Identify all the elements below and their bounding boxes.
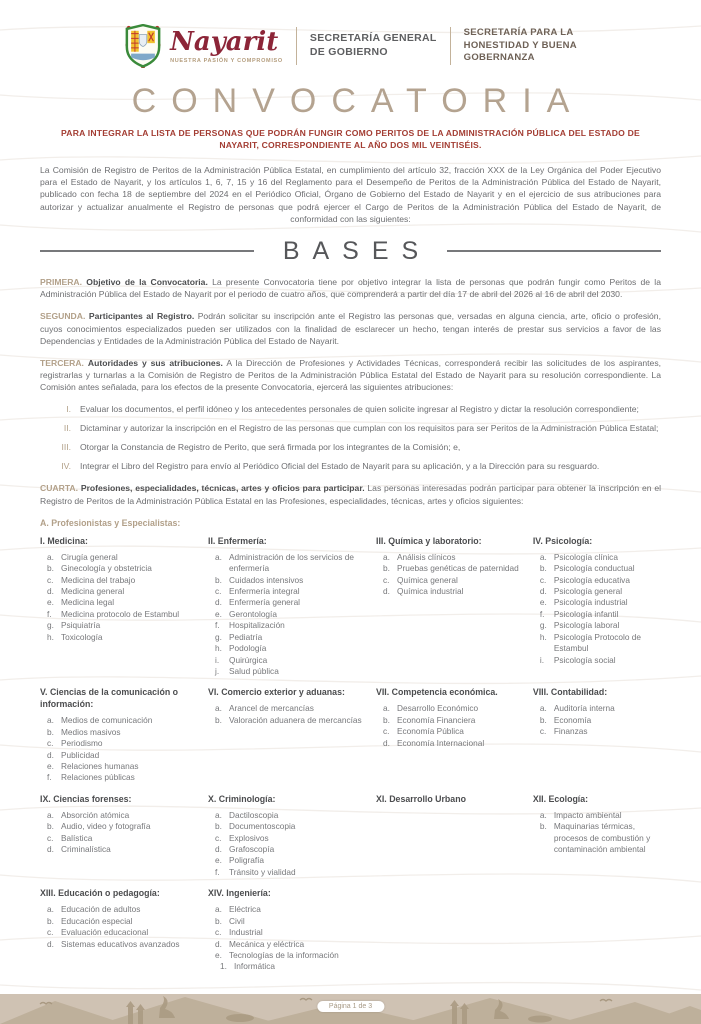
header	[40, 22, 661, 70]
category-item: Maquinarias térmicas, procesos de combustión y contaminación ambiental	[553, 821, 651, 855]
category-item: Educación especial	[61, 915, 133, 926]
category-ecologia	[533, 794, 661, 879]
attribution-text: Evaluar los documentos, el perfil idóneo y los antecedentes personales de quien solicite ingresar al Registro y dictar la resolución correspondiente;	[80, 403, 639, 414]
nayarit-coat-of-arms-icon	[124, 24, 162, 68]
category-title: XIII. Educación o pedagogía:	[40, 888, 160, 899]
brand-text	[170, 26, 283, 64]
category-item: Medicina general	[61, 585, 125, 596]
category-item: Sistemas educativos avanzados	[61, 938, 180, 949]
section-cuarta-title: Profesiones, especialidades, técnicas, artes y oficios para participar.	[80, 483, 365, 494]
category-item: Periodismo	[61, 738, 103, 749]
category-item: Civil	[229, 915, 245, 926]
section-tercera-label: TERCERA.	[40, 357, 84, 368]
category-item: Audio, video y fotografía	[61, 821, 151, 832]
section-segunda-title: Participantes al Registro.	[88, 311, 195, 322]
category-title: IV. Psicología:	[532, 535, 593, 546]
category-item: Desarrollo Económico	[397, 703, 479, 714]
category-ciencias-forenses	[40, 794, 196, 879]
category-subitem: Informática	[234, 961, 276, 972]
section-segunda	[40, 310, 661, 347]
category-item: Pruebas genéticas de paternidad	[397, 563, 519, 574]
secretariat-general	[310, 32, 437, 59]
category-item: Valoración aduanera de mercancías	[229, 714, 362, 725]
category-item: Toxicología	[61, 631, 103, 642]
attribution-item	[54, 441, 661, 453]
category-title: XII. Ecología:	[532, 793, 589, 804]
page-number-pill: Página 1 de 3	[317, 1001, 384, 1012]
attribution-text: Integrar el Libro del Registro para envío al Periódico Oficial del Estado de Nayarit para su aplicación, y a la Dirección para su resguardo.	[80, 461, 600, 472]
category-item: Psicología infantil	[553, 608, 619, 619]
category-item: Medios masivos	[61, 726, 121, 737]
category-item: Grafoscopía	[229, 844, 275, 855]
category-item: Relaciones públicas	[61, 772, 135, 783]
category-title: V. Ciencias de la comunicación o información:	[40, 687, 179, 710]
category-criminologia	[208, 794, 364, 879]
category-educacion	[40, 888, 196, 973]
header-divider	[296, 27, 297, 65]
category-item: Documentoscopia	[229, 821, 296, 832]
attribution-item	[54, 422, 661, 434]
page-title: CONVOCATORIA	[131, 82, 585, 120]
category-item: Economía	[553, 714, 592, 725]
section-cuarta-label: CUARTA.	[40, 483, 79, 494]
category-item: Eléctrica	[229, 904, 261, 915]
header-divider-2	[450, 27, 451, 65]
category-item: Explosivos	[229, 832, 269, 843]
brand-logo	[124, 24, 283, 68]
category-item: Quirúrgica	[229, 654, 268, 665]
section-primera-title: Objetivo de la Convocatoria.	[86, 276, 208, 287]
category-psicologia	[533, 536, 661, 678]
list-a-heading: A. Profesionistas y Especialistas:	[40, 517, 181, 528]
section-tercera-title: Autoridades y sus atribuciones.	[87, 357, 223, 368]
category-item: Pediatría	[229, 631, 263, 642]
category-item: Análisis clínicos	[397, 551, 456, 562]
category-item: Industrial	[229, 927, 263, 938]
attribution-numeral: I.	[66, 403, 71, 414]
attribution-item	[54, 460, 661, 472]
category-title: III. Química y laboratorio:	[376, 535, 482, 546]
category-title: VIII. Contabilidad:	[532, 687, 608, 698]
category-item: Tránsito y vialidad	[229, 866, 296, 877]
secretariat-honestidad-line1: SECRETARÍA PARA LA	[463, 27, 574, 39]
category-item: Gerontología	[229, 608, 277, 619]
category-item: Ginecología y obstetricia	[61, 563, 152, 574]
category-title: X. Criminología:	[208, 793, 276, 804]
category-item: Enfermería integral	[229, 585, 300, 596]
category-item: Finanzas	[553, 726, 588, 737]
category-item: Administración de los servicios de enfermería	[229, 551, 354, 574]
attribution-text: Otorgar la Constancia de Registro de Perito, que será firmada por los integrantes de la Comisión; e,	[80, 441, 461, 452]
section-segunda-label: SEGUNDA.	[40, 311, 86, 322]
category-title: XIV. Ingeniería:	[208, 888, 271, 899]
category-item: Mecánica y eléctrica	[229, 938, 305, 949]
category-title: VII. Competencia económica.	[376, 687, 498, 698]
section-cuarta-text: Las personas interesadas podrán participar para obtener la inscripción en el Registro de Peritos de la Administración Pública Estatal en las Profesiones, especialidades, técnicas, artes y oficios siguientes:	[40, 483, 662, 506]
secretariat-honestidad-line3: GOBERNANZA	[463, 52, 535, 64]
section-primera-text: La presente Convocatoria tiene por objetivo integrar la lista de personas que podrán fungir como Peritos de la Administración Pública del Estado de Nayarit por el periodo de cuatro años, que comprenderá a partir del día 17 de abril del 2026 al 16 de abril del 2030.	[40, 276, 662, 300]
category-desarrollo-urbano	[376, 794, 521, 879]
category-item: Medicina protocolo de Estambul	[61, 608, 180, 619]
category-item: Evaluación educacional	[61, 927, 149, 938]
secretariat-general-line1: SECRETARÍA GENERAL	[309, 32, 437, 45]
category-competencia-economica	[376, 687, 521, 783]
category-item: Psicología general	[553, 585, 623, 596]
brand-name: Nayarit	[170, 26, 279, 57]
attribution-numeral: IV.	[61, 461, 71, 472]
section-primera-label: PRIMERA.	[40, 276, 83, 287]
category-item: Absorción atómica	[61, 809, 130, 820]
category-item: Cuidados intensivos	[229, 574, 304, 585]
category-quimica	[376, 536, 521, 678]
attribution-text: Dictaminar y autorizar la inscripción en el Registro de las personas que cumplan con los requisitos para ser Peritos de la Administración Pública Estatal;	[80, 422, 659, 433]
category-item: Auditoría interna	[553, 703, 615, 714]
category-item: Podología	[229, 643, 267, 654]
category-contabilidad	[533, 687, 661, 783]
category-item: Arancel de mercancías	[229, 703, 314, 714]
category-item: Tecnologías de la información	[229, 949, 339, 960]
category-item: Psicología Protocolo de Estambul	[553, 631, 642, 654]
category-item: Relaciones humanas	[61, 760, 139, 771]
attribution-numeral: III.	[61, 441, 71, 452]
category-item: Medios de comunicación	[61, 715, 153, 726]
page-subtitle: PARA INTEGRAR LA LISTA DE PERSONAS QUE PODRÁN FUNGIR COMO PERITOS DE LA ADMINISTRACIÓN PÚBLICA DEL ESTADO DE NAYARIT, CORRESPONDIENTE AL AÑO DOS MIL VEINTISÉIS.	[61, 128, 640, 151]
section-tercera-text: A la Dirección de Profesiones y Actividades Técnicas, corresponderá recibir las solicitudes de los aspirantes, registrarlas y turnarlas a la Comisión de Registro de Peritos de la Administración Pública Estatal del Estado de Nayarit para su resolución correspondiente. La Comisión antes señalada, para los efectos de la presente Convocatoria, ejercerá las siguientes atribuciones:	[40, 357, 662, 393]
bases-heading	[40, 237, 661, 266]
bases-left-rule	[40, 250, 254, 252]
category-item: Psiquiatría	[61, 620, 101, 631]
footer-band	[0, 994, 701, 1024]
category-item: Dactiloscopia	[229, 809, 279, 820]
attribution-item	[54, 403, 661, 415]
attribution-list	[54, 403, 661, 473]
category-title: VI. Comercio exterior y aduanas:	[208, 687, 345, 698]
intro-paragraph: La Comisión de Registro de Peritos de la Administración Pública Estatal, en cumplimiento del artículo 32, fracción XXX de la Ley Orgánica del Poder Ejecutivo para el Estado de Nayarit, y los artículos 1, 6, 7, 15 y 16 del Reglamento para el Desempeño de Peritos de la Administración Pública del Estado de Nayarit, publicado con fecha 18 de septiembre del 2024 en el Periódico Oficial, Órgano de Gobierno del Estado de Nayarit y en el ejercicio de sus atribuciones para autorizar y actualizar anualmente el Registro de personas que podrá ejercer el Cargo de Peritos de la Administración Pública del Estado de Nayarit, de conformidad con las siguientes:	[40, 164, 661, 224]
category-item: Química general	[397, 574, 458, 585]
category-ingenieria	[208, 888, 364, 973]
category-item: Balística	[61, 832, 93, 843]
category-item: Enfermería general	[229, 597, 301, 608]
category-comercio-exterior	[208, 687, 364, 783]
bases-right-rule	[447, 250, 661, 252]
category-item: Psicología social	[553, 654, 616, 665]
category-item: Química industrial	[397, 585, 464, 596]
category-item: Psicología educativa	[553, 574, 630, 585]
category-item: Economía Internacional	[397, 737, 485, 748]
category-item: Cirugía general	[61, 551, 118, 562]
bases-word: BASES	[282, 236, 432, 265]
category-enfermeria	[208, 536, 364, 678]
secretariat-honestidad	[464, 27, 577, 64]
category-item: Psicología laboral	[553, 620, 620, 631]
section-tercera	[40, 357, 661, 394]
secretariat-general-line2: DE GOBIERNO	[309, 46, 388, 58]
category-item: Economía Pública	[397, 726, 464, 737]
brand-tagline: NUESTRA PASIÓN Y COMPROMISO	[170, 57, 283, 64]
category-item: Medicina legal	[61, 597, 115, 608]
section-cuarta	[40, 482, 661, 506]
category-item: Psicología industrial	[553, 597, 628, 608]
category-item: Criminalística	[61, 844, 111, 855]
category-title: IX. Ciencias forenses:	[40, 793, 132, 804]
category-item: Economía Financiera	[397, 714, 476, 725]
category-title: XI. Desarrollo Urbano	[376, 793, 466, 804]
section-segunda-text: Podrán solicitar su inscripción ante el Registro las personas que, versadas en alguna ciencia, arte, oficio o profesión, cuyos conocimientos especializados pueden ser utilizados con la finalidad de esclarecer un hecho, tengan interés de prestar sus servicios a favor de las Dependencias y Entidades de la Administración Pública del Estado de Nayarit.	[40, 311, 661, 346]
category-item: Psicología conductual	[553, 563, 635, 574]
category-medicina	[40, 536, 196, 678]
category-item: Educación de adultos	[61, 904, 141, 915]
category-item: Hospitalización	[229, 620, 285, 631]
category-title: II. Enfermería:	[208, 535, 267, 546]
category-item: Impacto ambiental	[553, 809, 622, 820]
category-item: Poligrafía	[229, 855, 265, 866]
category-item: Psicología clínica	[553, 551, 618, 562]
category-item: Publicidad	[61, 749, 100, 760]
section-primera	[40, 276, 661, 300]
category-item: Salud pública	[229, 666, 279, 677]
category-title: I. Medicina:	[40, 535, 88, 546]
category-comunicacion	[40, 687, 196, 783]
category-item: Medicina del trabajo	[61, 574, 136, 585]
attribution-numeral: II.	[63, 422, 71, 433]
secretariat-honestidad-line2: HONESTIDAD Y BUENA	[463, 39, 577, 51]
category-grid	[40, 536, 661, 973]
